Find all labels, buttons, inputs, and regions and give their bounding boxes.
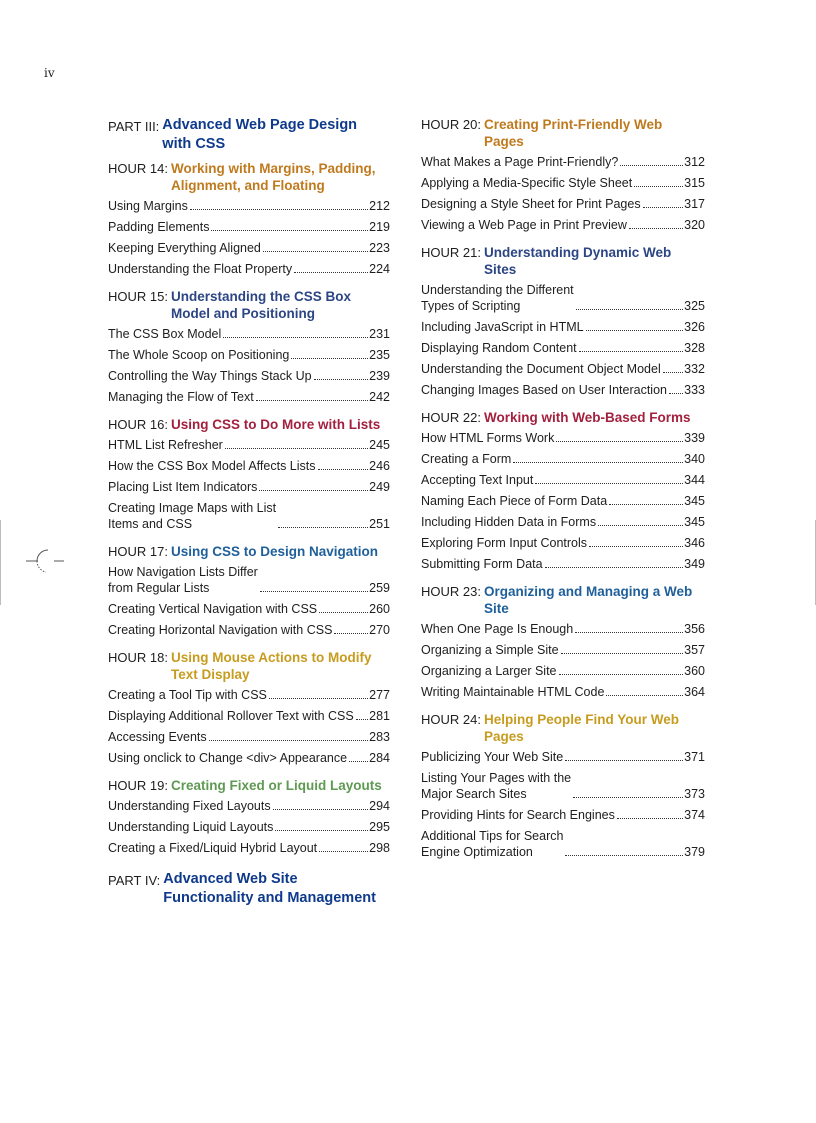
toc-entry[interactable] [421,535,705,551]
dot-leader [606,695,683,696]
toc-entry-page: 371 [684,750,705,764]
toc-entry-title: Providing Hints for Search Engines [421,808,615,822]
hour-label: HOUR 20: [421,117,481,132]
toc-entry-page: 357 [684,643,705,657]
toc-entry[interactable] [421,749,705,765]
hour-title: Using CSS to Do More with Lists [170,417,381,432]
toc-entry[interactable] [108,840,390,856]
toc-entry-page: 344 [684,473,705,487]
hour-section [421,244,705,398]
toc-entry-page: 320 [684,218,705,232]
toc-entry-title: What Makes a Page Print-Friendly? [421,155,619,169]
toc-entry[interactable] [108,601,390,617]
toc-entry-page: 374 [684,808,705,822]
hour-title: Working with Web-Based Forms [483,410,691,425]
toc-entry-page: 283 [369,730,390,744]
hour-heading [421,116,705,150]
hour-section [108,777,390,856]
hour-heading [108,288,390,322]
toc-entry[interactable] [421,493,705,509]
toc-entry[interactable] [108,219,390,235]
hour-title: Creating Fixed or Liquid Layouts [170,778,382,793]
dot-leader [225,448,368,449]
toc-entry[interactable] [108,708,390,724]
hour-section [108,543,390,638]
toc-entry-page: 249 [369,480,390,494]
toc-entry-page: 219 [369,220,390,234]
toc-entry-title: Organizing a Larger Site [421,664,557,678]
toc-entry-title: When One Page Is Enough [421,622,574,636]
toc-entry-page: 364 [684,685,705,699]
hour-label: HOUR 19: [108,778,168,793]
toc-entry-title: How the CSS Box Model Affects Lists [108,459,316,473]
hour-label: HOUR 16: [108,417,168,432]
hour-heading [108,777,390,794]
toc-entry-title: Organizing a Simple Site [421,643,559,657]
toc-entry[interactable] [421,196,705,212]
hour-label: HOUR 18: [108,650,168,665]
toc-entry[interactable] [421,175,705,191]
dot-leader [663,372,683,373]
part-label: PART III: [108,119,160,134]
hour-section [108,288,390,405]
dot-leader [598,525,683,526]
toc-entry-page: 349 [684,557,705,571]
hour-section [421,711,705,860]
toc-entry-page: 231 [369,327,390,341]
toc-entry[interactable] [421,514,705,530]
toc-entry-page: 345 [684,515,705,529]
toc-entry-title: Including JavaScript in HTML [421,320,584,334]
toc-entry[interactable] [421,340,705,356]
hour-label: HOUR 22: [421,410,481,425]
registration-mark-icon [26,548,66,574]
hour-label: HOUR 24: [421,712,481,727]
toc-entry[interactable] [108,261,390,277]
toc-right-column [421,116,705,865]
toc-entry-title: Accessing Events [108,730,207,744]
toc-entry-page: 315 [684,176,705,190]
toc-entry-page: 379 [684,845,705,859]
toc-entry[interactable] [108,687,390,703]
toc-entry[interactable] [108,326,390,342]
toc-entry-title: Creating Horizontal Navigation with CSS [108,623,333,637]
toc-entry-page: 339 [684,431,705,445]
dot-leader [263,251,368,252]
dot-leader [259,490,368,491]
toc-entry[interactable] [108,564,390,596]
dot-leader [609,504,683,505]
toc-entry-page: 325 [684,299,705,313]
toc-entry[interactable] [108,750,390,766]
hour-heading [108,416,390,433]
toc-entry-page: 251 [369,517,390,531]
part-title: Advanced Web Page Design with CSS [162,117,358,152]
toc-entry[interactable] [421,451,705,467]
dot-leader [291,358,368,359]
toc-entry-title: Changing Images Based on User Interaction [421,383,667,397]
toc-entry[interactable] [108,622,390,638]
toc-entry-title: Placing List Item Indicators [108,480,258,494]
dot-leader [575,632,683,633]
toc-entry-page: 246 [369,459,390,473]
toc-entry-title: Padding Elements [108,220,210,234]
toc-entry-title: Understanding the Float Property [108,262,293,276]
dot-leader [620,165,683,166]
toc-entry-page: 345 [684,494,705,508]
toc-entry-page: 317 [684,197,705,211]
toc-entry-page: 239 [369,369,390,383]
toc-entry[interactable] [108,729,390,745]
dot-leader [643,207,684,208]
hour-title: Understanding Dynamic Web Sites [483,245,672,277]
toc-entry[interactable] [421,684,705,700]
toc-entry-title: Creating a Form [421,452,512,466]
toc-entry-title: Applying a Media-Specific Style Sheet [421,176,633,190]
toc-entry[interactable] [108,240,390,256]
hour-heading [108,160,390,194]
toc-entry[interactable] [108,368,390,384]
toc-entry-page: 281 [369,709,390,723]
toc-entry-title: Understanding Fixed Layouts [108,799,271,813]
dot-leader [545,567,684,568]
toc-entry-page: 298 [369,841,390,855]
toc-entry-page: 360 [684,664,705,678]
toc-entry[interactable] [421,382,705,398]
dot-leader [586,330,684,331]
toc-entry[interactable] [421,361,705,377]
dot-leader [579,351,684,352]
toc-entry[interactable] [421,319,705,335]
toc-entry[interactable] [421,154,705,170]
toc-entry-title: The CSS Box Model [108,327,222,341]
dot-leader [273,809,369,810]
hour-list [421,116,705,860]
toc-entry[interactable] [421,770,705,802]
hour-heading [421,583,705,617]
toc-entry-page: 332 [684,362,705,376]
hour-section [108,160,390,277]
toc-entry[interactable] [421,217,705,233]
page-number: iv [44,66,55,80]
dot-leader [513,462,683,463]
dot-leader [314,379,369,380]
toc-entry-page: 312 [684,155,705,169]
toc-entry[interactable] [108,458,390,474]
dot-leader [576,309,683,310]
toc-entry-title: Controlling the Way Things Stack Up [108,369,312,383]
part-label: PART IV: [108,873,161,888]
dot-leader [294,272,368,273]
hour-title: Working with Margins, Padding, Alignment, and Floating [170,161,376,193]
toc-entry[interactable] [421,430,705,446]
toc-entry[interactable] [421,642,705,658]
dot-leader [535,483,683,484]
toc-entry-page: 284 [369,751,390,765]
dot-leader [256,400,368,401]
toc-entry-page: 259 [369,581,390,595]
toc-entry-title: Managing the Flow of Text [108,390,254,404]
toc-entry-title: Using onclick to Change <div> Appearance [108,751,348,765]
toc-entry-page: 295 [369,820,390,834]
toc-entry-page: 242 [369,390,390,404]
toc-entry-title: Understanding Liquid Layouts [108,820,274,834]
toc-entry[interactable] [108,437,390,453]
toc-entry-page: 346 [684,536,705,550]
toc-entry[interactable] [108,479,390,495]
toc-entry-title: Displaying Additional Rollover Text with CSS [108,709,354,723]
dot-leader [634,186,683,187]
toc-entry-page: 260 [369,602,390,616]
toc-entry-page: 340 [684,452,705,466]
dot-leader [275,830,368,831]
toc-entry-page: 223 [369,241,390,255]
toc-entry-page: 333 [684,383,705,397]
toc-entry-title: Additional Tips for Search Engine Optimization [421,829,564,859]
hour-title: Organizing and Managing a Web Site [483,584,693,616]
toc-entry-title: Creating Image Maps with List Items and CSS [108,501,277,531]
toc-entry[interactable] [108,500,390,532]
toc-entry-page: 245 [369,438,390,452]
toc-entry-title: Listing Your Pages with the Major Search Sites [421,771,572,801]
dot-leader [629,228,683,229]
hour-title: Understanding the CSS Box Model and Positioning [170,289,351,321]
hour-section [108,649,390,766]
part-heading [108,116,390,154]
dot-leader [349,761,368,762]
toc-entry-title: Exploring Form Input Controls [421,536,588,550]
dot-leader [209,740,368,741]
toc-entry[interactable] [108,798,390,814]
toc-entry-title: How HTML Forms Work [421,431,555,445]
toc-entry-title: Understanding the Document Object Model [421,362,661,376]
dot-leader [669,393,683,394]
toc-entry-title: Publicizing Your Web Site [421,750,564,764]
dot-leader [269,698,368,699]
toc-entry[interactable] [108,198,390,214]
toc-entry-title: Including Hidden Data in Forms [421,515,597,529]
toc-entry-page: 294 [369,799,390,813]
toc-entry-page: 224 [369,262,390,276]
toc-entry-title: Understanding the Different Types of Scripting [421,283,574,313]
toc-entry[interactable] [421,472,705,488]
dot-leader [223,337,368,338]
hour-title: Creating Print-Friendly Web Pages [483,117,663,149]
dot-leader [319,851,368,852]
hour-label: HOUR 14: [108,161,168,176]
toc-entry-title: Viewing a Web Page in Print Preview [421,218,627,232]
toc-entry[interactable] [421,807,705,823]
hour-section [421,116,705,233]
toc-entry-title: Using Margins [108,199,188,213]
dot-leader [318,469,369,470]
dot-leader [556,441,683,442]
toc-entry[interactable] [421,663,705,679]
part-heading [108,870,390,908]
hour-title: Helping People Find Your Web Pages [483,712,679,744]
hour-label: HOUR 17: [108,544,168,559]
toc-entry-title: Accepting Text Input [421,473,534,487]
crop-line-left [0,520,1,605]
hour-label: HOUR 15: [108,289,168,304]
toc-entry-title: HTML List Refresher [108,438,223,452]
toc-entry-page: 212 [369,199,390,213]
hour-heading [421,711,705,745]
toc-entry[interactable] [421,556,705,572]
dot-leader [356,719,368,720]
toc-entry-title: Creating Vertical Navigation with CSS [108,602,318,616]
part-title: Advanced Web Site Functionality and Management [163,871,376,906]
toc-entry-title: Creating a Tool Tip with CSS [108,688,267,702]
toc-entry-page: 235 [369,348,390,362]
hour-section [421,583,705,700]
toc-entry-page: 270 [369,623,390,637]
toc-entry-page: 277 [369,688,390,702]
dot-leader [561,653,684,654]
dot-leader [211,230,368,231]
dot-leader [278,527,368,528]
dot-leader [260,591,368,592]
hour-label: HOUR 23: [421,584,481,599]
dot-leader [190,209,368,210]
toc-entry[interactable] [421,828,705,860]
toc-entry-page: 326 [684,320,705,334]
toc-entry-title: Designing a Style Sheet for Print Pages [421,197,641,211]
toc-entry-title: Displaying Random Content [421,341,577,355]
hour-section [108,416,390,532]
hour-heading [108,543,390,560]
dot-leader [319,612,368,613]
toc-entry-page: 373 [684,787,705,801]
toc-left-column [108,116,390,914]
hour-label: HOUR 21: [421,245,481,260]
dot-leader [573,797,683,798]
toc-entry-title: The Whole Scoop on Positioning [108,348,290,362]
toc-entry[interactable] [421,621,705,637]
dot-leader [334,633,368,634]
toc-entry-title: Submitting Form Data [421,557,543,571]
hour-title: Using Mouse Actions to Modify Text Display [170,650,372,682]
dot-leader [565,855,683,856]
toc-entry-title: Keeping Everything Aligned [108,241,261,255]
toc-entry-page: 328 [684,341,705,355]
toc-entry-title: Creating a Fixed/Liquid Hybrid Layout [108,841,318,855]
hour-heading [421,244,705,278]
toc-entry[interactable] [108,347,390,363]
toc-entry-title: How Navigation Lists Differ from Regular Lists [108,565,258,595]
dot-leader [589,546,683,547]
hour-title: Using CSS to Design Navigation [170,544,378,559]
toc-entry[interactable] [108,819,390,835]
hour-heading [108,649,390,683]
dot-leader [559,674,684,675]
hour-list [108,160,390,856]
dot-leader [565,760,683,761]
hour-heading [421,409,705,426]
toc-entry-title: Writing Maintainable HTML Code [421,685,605,699]
toc-entry-title: Naming Each Piece of Form Data [421,494,608,508]
toc-entry[interactable] [421,282,705,314]
dot-leader [617,818,683,819]
toc-entry[interactable] [108,389,390,405]
hour-section [421,409,705,572]
toc-entry-page: 356 [684,622,705,636]
